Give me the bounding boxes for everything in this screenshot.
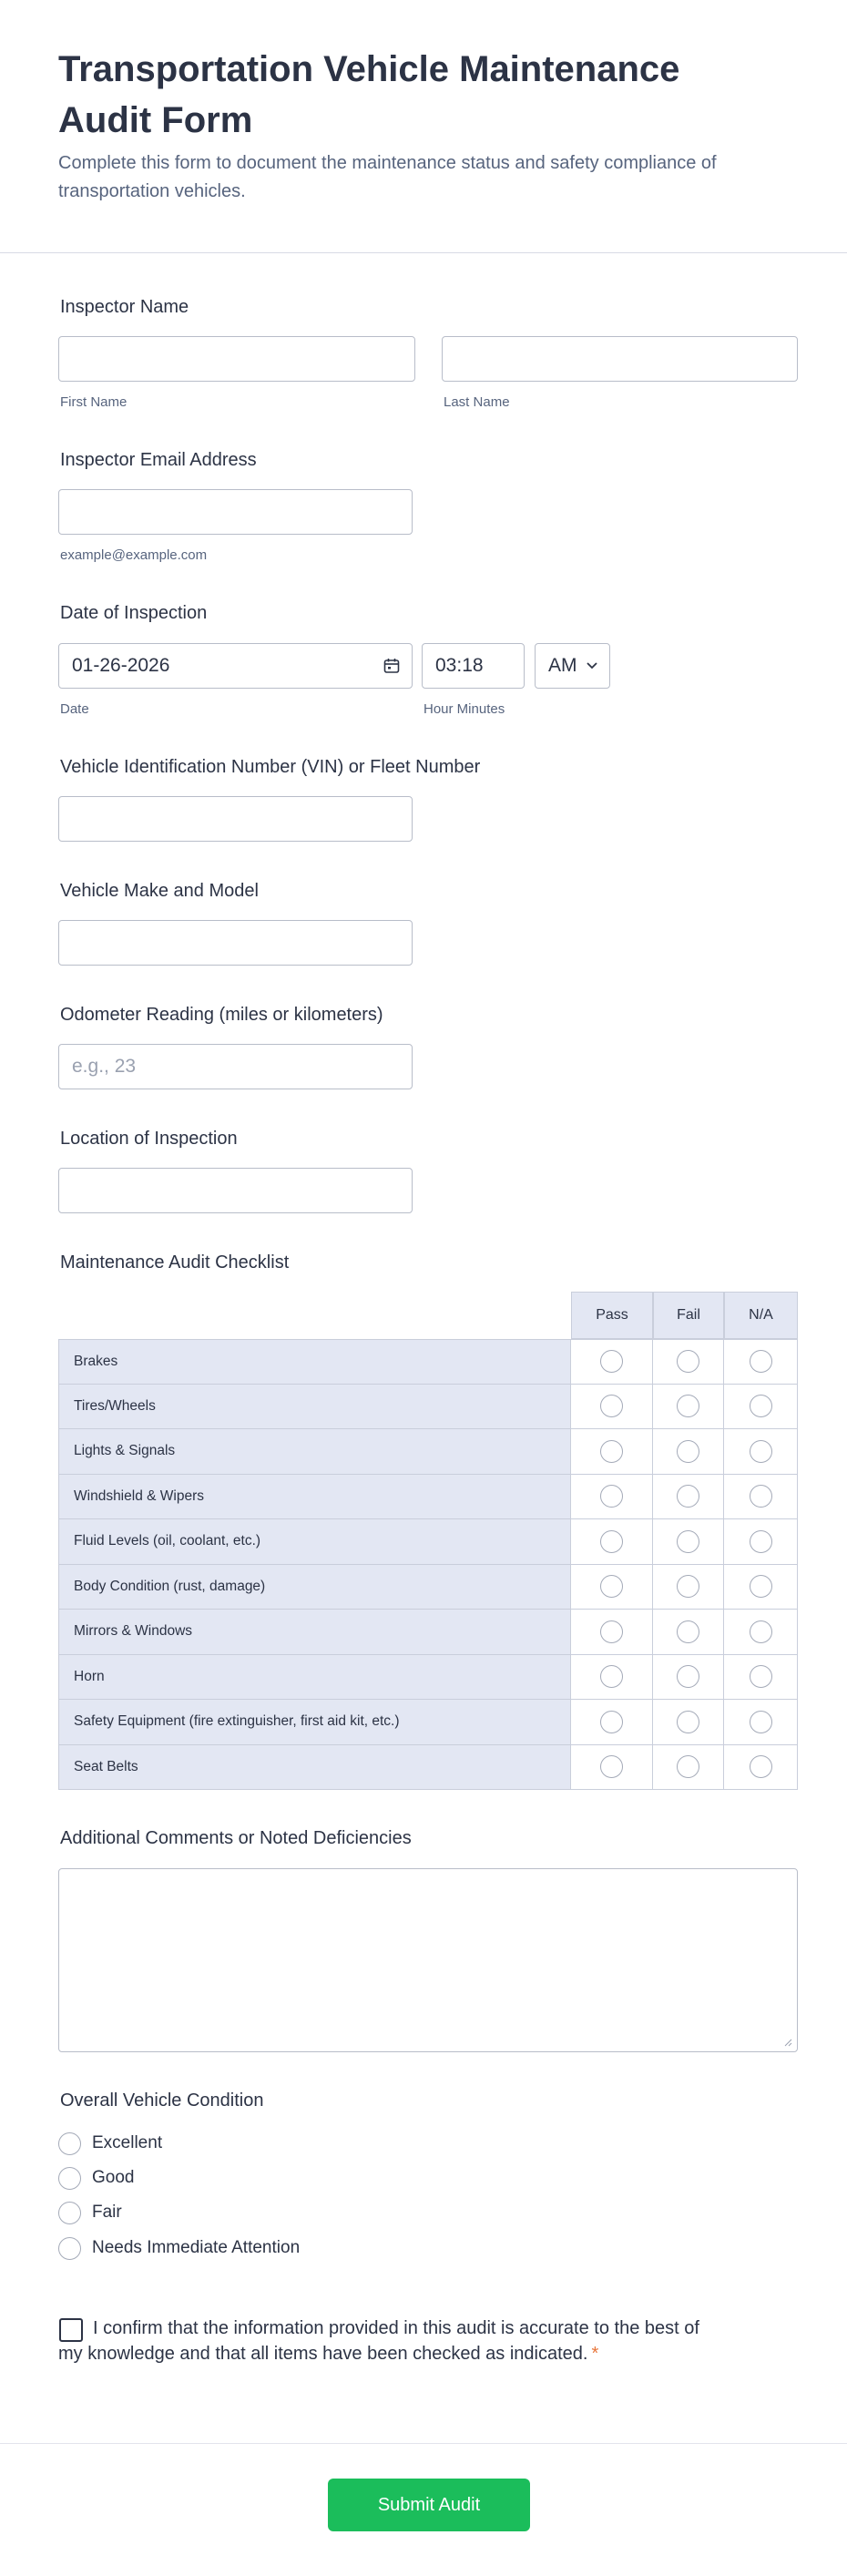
matrix-row xyxy=(58,1339,798,1385)
matrix-radio-button[interactable] xyxy=(677,1350,699,1373)
matrix-row xyxy=(58,1429,798,1475)
matrix-cell xyxy=(724,1340,798,1384)
inspector-email-label: Inspector Email Address xyxy=(60,450,257,470)
matrix-cell xyxy=(653,1340,724,1384)
matrix-cell xyxy=(653,1610,724,1654)
matrix-cell xyxy=(571,1700,653,1744)
form-subtitle: Complete this form to document the maintenance status and safety compliance of transportation vehicles. xyxy=(58,153,717,201)
matrix-radio-button[interactable] xyxy=(750,1711,772,1733)
matrix-row-label: Seat Belts xyxy=(58,1745,571,1790)
matrix-radio-button[interactable] xyxy=(750,1755,772,1778)
matrix-cell xyxy=(724,1745,798,1790)
radio-button[interactable] xyxy=(58,2167,81,2190)
location-label: Location of Inspection xyxy=(60,1129,238,1149)
matrix-radio-button[interactable] xyxy=(677,1755,699,1778)
matrix-cell xyxy=(724,1655,798,1700)
checklist-label: Maintenance Audit Checklist xyxy=(60,1252,290,1273)
matrix-row-label: Safety Equipment (fire extinguisher, first aid kit, etc.) xyxy=(58,1700,571,1744)
condition-option-good[interactable] xyxy=(58,2165,134,2191)
matrix-cell xyxy=(724,1429,798,1474)
condition-label: Overall Vehicle Condition xyxy=(60,2090,264,2111)
matrix-row-label: Windshield & Wipers xyxy=(58,1475,571,1519)
matrix-radio-button[interactable] xyxy=(600,1395,623,1417)
matrix-radio-button[interactable] xyxy=(677,1665,699,1688)
matrix-radio-button[interactable] xyxy=(600,1485,623,1508)
last-name-input[interactable] xyxy=(442,336,798,382)
matrix-radio-button[interactable] xyxy=(600,1620,623,1643)
confirm-statement xyxy=(58,2315,714,2366)
matrix-cell xyxy=(724,1565,798,1610)
matrix-cell xyxy=(571,1519,653,1564)
option-label: Excellent xyxy=(92,2133,163,2152)
ampm-select[interactable] xyxy=(535,643,610,689)
matrix-cell xyxy=(724,1519,798,1564)
matrix-radio-button[interactable] xyxy=(600,1711,623,1733)
time-sublabel: Hour Minutes xyxy=(424,701,505,717)
inspector-name-label: Inspector Name xyxy=(60,297,189,317)
form-title: Transportation Vehicle Maintenance Audit Form xyxy=(58,49,680,140)
matrix-radio-button[interactable] xyxy=(750,1440,772,1463)
vin-input[interactable] xyxy=(58,796,413,842)
matrix-row xyxy=(58,1565,798,1610)
vin-label: Vehicle Identification Number (VIN) or Fleet Number xyxy=(60,757,481,777)
matrix-row xyxy=(58,1655,798,1701)
matrix-cell xyxy=(571,1385,653,1429)
make-model-input[interactable] xyxy=(58,920,413,966)
matrix-cell xyxy=(653,1519,724,1564)
matrix-cell xyxy=(653,1745,724,1790)
confirm-text: I confirm that the information provided in this audit is accurate to the best of my knowledge and that all items have been checked as indicated. xyxy=(58,2318,699,2364)
matrix-cell xyxy=(571,1429,653,1474)
matrix-cell xyxy=(653,1385,724,1429)
form-header xyxy=(0,0,847,253)
matrix-row xyxy=(58,1745,798,1791)
matrix-row xyxy=(58,1700,798,1745)
condition-option-needs-attention[interactable] xyxy=(58,2235,300,2261)
odometer-label: Odometer Reading (miles or kilometers) xyxy=(60,1005,383,1025)
matrix-row-label: Lights & Signals xyxy=(58,1429,571,1474)
matrix-cell xyxy=(571,1655,653,1700)
matrix-row-label: Tires/Wheels xyxy=(58,1385,571,1429)
matrix-radio-button[interactable] xyxy=(677,1395,699,1417)
odometer-input[interactable] xyxy=(58,1044,413,1089)
matrix-row-label: Mirrors & Windows xyxy=(58,1610,571,1654)
matrix-radio-button[interactable] xyxy=(677,1620,699,1643)
comments-label: Additional Comments or Noted Deficiencies xyxy=(60,1828,412,1848)
matrix-column-header: N/A xyxy=(724,1292,798,1339)
matrix-row xyxy=(58,1385,798,1430)
matrix-cell xyxy=(724,1700,798,1744)
matrix-radio-button[interactable] xyxy=(750,1620,772,1643)
email-input[interactable] xyxy=(58,489,413,535)
radio-button[interactable] xyxy=(58,2237,81,2260)
matrix-radio-button[interactable] xyxy=(677,1711,699,1733)
matrix-row-label: Fluid Levels (oil, coolant, etc.) xyxy=(58,1519,571,1564)
matrix-radio-button[interactable] xyxy=(677,1530,699,1553)
matrix-row xyxy=(58,1610,798,1655)
ampm-value: AM xyxy=(548,655,577,676)
footer-divider xyxy=(0,2443,847,2444)
matrix-cell xyxy=(653,1700,724,1744)
matrix-radio-button[interactable] xyxy=(750,1485,772,1508)
first-name-sublabel: First Name xyxy=(60,394,128,410)
matrix-column-header: Pass xyxy=(571,1292,653,1339)
matrix-cell xyxy=(571,1610,653,1654)
email-sublabel: example@example.com xyxy=(60,547,208,563)
radio-button[interactable] xyxy=(58,2132,81,2155)
matrix-cell xyxy=(653,1429,724,1474)
matrix-radio-button[interactable] xyxy=(600,1665,623,1688)
time-input[interactable]: 03:18 xyxy=(422,643,525,689)
resize-grip-icon[interactable] xyxy=(783,2038,792,2047)
submit-button[interactable]: Submit Audit xyxy=(328,2479,530,2531)
matrix-radio-button[interactable] xyxy=(600,1350,623,1373)
option-label: Good xyxy=(92,2168,135,2187)
date-input[interactable] xyxy=(58,643,413,689)
location-input[interactable] xyxy=(58,1168,413,1213)
matrix-cell xyxy=(653,1475,724,1519)
matrix-row-label: Horn xyxy=(58,1655,571,1700)
matrix-cell xyxy=(571,1475,653,1519)
radio-button[interactable] xyxy=(58,2202,81,2224)
matrix-row xyxy=(58,1519,798,1565)
required-mark: * xyxy=(591,2344,599,2364)
matrix-radio-button[interactable] xyxy=(677,1575,699,1598)
matrix-cell xyxy=(571,1565,653,1610)
matrix-row-label: Brakes xyxy=(58,1340,571,1384)
matrix-cell xyxy=(653,1655,724,1700)
matrix-row-label: Body Condition (rust, damage) xyxy=(58,1565,571,1610)
option-label: Fair xyxy=(92,2203,122,2222)
matrix-radio-button[interactable] xyxy=(600,1530,623,1553)
matrix-cell xyxy=(724,1610,798,1654)
matrix-radio-button[interactable] xyxy=(750,1395,772,1417)
option-label: Needs Immediate Attention xyxy=(92,2238,301,2257)
date-sublabel: Date xyxy=(60,701,89,717)
matrix-radio-button[interactable] xyxy=(750,1575,772,1598)
calendar-icon[interactable] xyxy=(383,657,401,675)
odometer-placeholder: e.g., 23 xyxy=(72,1056,137,1077)
matrix-radio-button[interactable] xyxy=(677,1440,699,1463)
matrix-cell xyxy=(571,1745,653,1790)
chevron-down-icon xyxy=(586,660,598,671)
condition-option-fair[interactable] xyxy=(58,2200,122,2225)
matrix-column-header: Fail xyxy=(653,1292,724,1339)
matrix-radio-button[interactable] xyxy=(600,1575,623,1598)
matrix-radio-button[interactable] xyxy=(677,1485,699,1508)
matrix-radio-button[interactable] xyxy=(600,1440,623,1463)
matrix-radio-button[interactable] xyxy=(750,1665,772,1688)
first-name-input[interactable] xyxy=(58,336,415,382)
matrix-cell xyxy=(724,1385,798,1429)
date-value: 01-26-2026 xyxy=(72,655,170,676)
matrix-cell xyxy=(724,1475,798,1519)
matrix-radio-button[interactable] xyxy=(600,1755,623,1778)
matrix-row xyxy=(58,1475,798,1520)
inspection-date-label: Date of Inspection xyxy=(60,603,208,623)
last-name-sublabel: Last Name xyxy=(444,394,510,410)
comments-textarea[interactable] xyxy=(58,1868,798,2052)
matrix-cell xyxy=(571,1340,653,1384)
matrix-cell xyxy=(653,1565,724,1610)
matrix-radio-button[interactable] xyxy=(750,1530,772,1553)
make-model-label: Vehicle Make and Model xyxy=(60,881,259,901)
condition-option-excellent[interactable] xyxy=(58,2131,162,2156)
matrix-radio-button[interactable] xyxy=(750,1350,772,1373)
